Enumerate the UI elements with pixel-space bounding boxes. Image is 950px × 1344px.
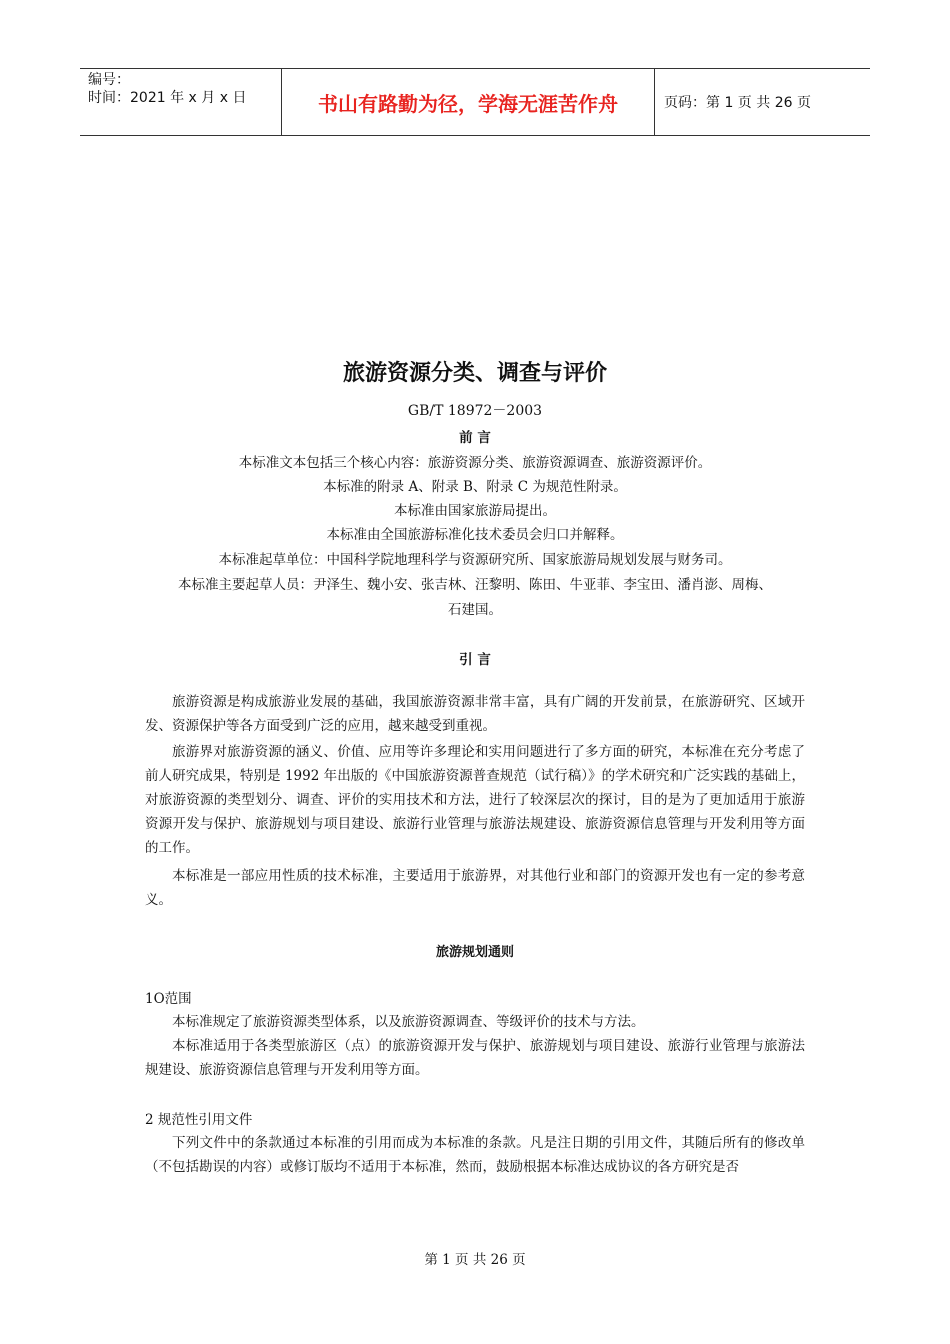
document-title: 旅游资源分类、调查与评价 bbox=[342, 361, 607, 386]
section-1-paragraph: 本标准规定了旅游资源类型体系，以及旅游资源调查、等级评价的技术与方法。 bbox=[172, 1014, 645, 1030]
header-motto: 书山有路勤为径，学海无涯苦作舟 bbox=[282, 69, 655, 135]
number-label: 编号： bbox=[88, 72, 130, 88]
section-2-paragraph: 下列文件中的条款通过本标准的引用而成为本标准的条款。凡是注日期的引用文件，其随后所有的修改单（不包括勘误的内容）或修订版均不适用于本标准，然而，鼓励根据本标准达成协议的各方研究是否 bbox=[145, 1135, 805, 1175]
intro-heading: 引 言 bbox=[459, 652, 491, 668]
page-footer: 第 1 页 共 26 页 bbox=[424, 1252, 526, 1268]
foreword-line: 本标准主要起草人员：尹泽生、魏小安、张吉林、汪黎明、陈田、牛亚菲、李宝田、潘肖澎、周梅、 bbox=[178, 577, 772, 593]
standard-code: GB/T 18972－2003 bbox=[407, 403, 543, 419]
page-header bbox=[80, 68, 870, 136]
foreword-line: 本标准文本包括三个核心内容：旅游资源分类、旅游资源调查、旅游资源评价。 bbox=[238, 455, 712, 471]
foreword-line: 本标准的附录 A、附录 B、附录 C 为规范性附录。 bbox=[323, 479, 627, 495]
section-2-heading: 2 规范性引用文件 bbox=[145, 1112, 253, 1128]
header-meta bbox=[80, 69, 282, 135]
rules-heading: 旅游规划通则 bbox=[435, 945, 514, 960]
foreword-line: 本标准由国家旅游局提出。 bbox=[394, 503, 556, 519]
time-label: 时间：2021 年 x 月 x 日 bbox=[88, 90, 247, 106]
intro-paragraph: 旅游界对旅游资源的涵义、价值、应用等许多理论和实用问题进行了多方面的研究，本标准在充分考虑了前人研究成果，特别是 1992 年出版的《中国旅游资源普查规范（试行稿）》的学术研究和广泛实践的基础上，对旅游资源的类型划分、调查、评价的实用技术和方法，进行了较深层次的探讨，目的是为了更加适用于旅游资源开发与保护、旅游规划与项目建设、旅游行业管理与旅游法规建设、旅游资源信息管理与开发利用等方面的工作。 bbox=[145, 744, 805, 856]
foreword-line: 本标准起草单位：中国科学院地理科学与资源研究所、国家旅游局规划发展与财务司。 bbox=[218, 552, 732, 568]
intro-paragraph: 旅游资源是构成旅游业发展的基础，我国旅游资源非常丰富，具有广阔的开发前景，在旅游研究、区域开发、资源保护等各方面受到广泛的应用，越来越受到重视。 bbox=[145, 694, 805, 734]
foreword-heading: 前 言 bbox=[459, 430, 491, 446]
header-page-info: 页码：第 1 页 共 26 页 bbox=[664, 95, 811, 111]
intro-paragraph: 本标准是一部应用性质的技术标准，主要适用于旅游界，对其他行业和部门的资源开发也有一定的参考意义。 bbox=[145, 868, 805, 908]
foreword-line: 石建国。 bbox=[448, 602, 502, 618]
section-1-paragraph: 本标准适用于各类型旅游区（点）的旅游资源开发与保护、旅游规划与项目建设、旅游行业管理与旅游法规建设、旅游资源信息管理与开发利用等方面。 bbox=[145, 1038, 805, 1078]
foreword-line: 本标准由全国旅游标准化技术委员会归口并解释。 bbox=[326, 527, 624, 543]
section-1-heading: 1O范围 bbox=[145, 991, 192, 1007]
